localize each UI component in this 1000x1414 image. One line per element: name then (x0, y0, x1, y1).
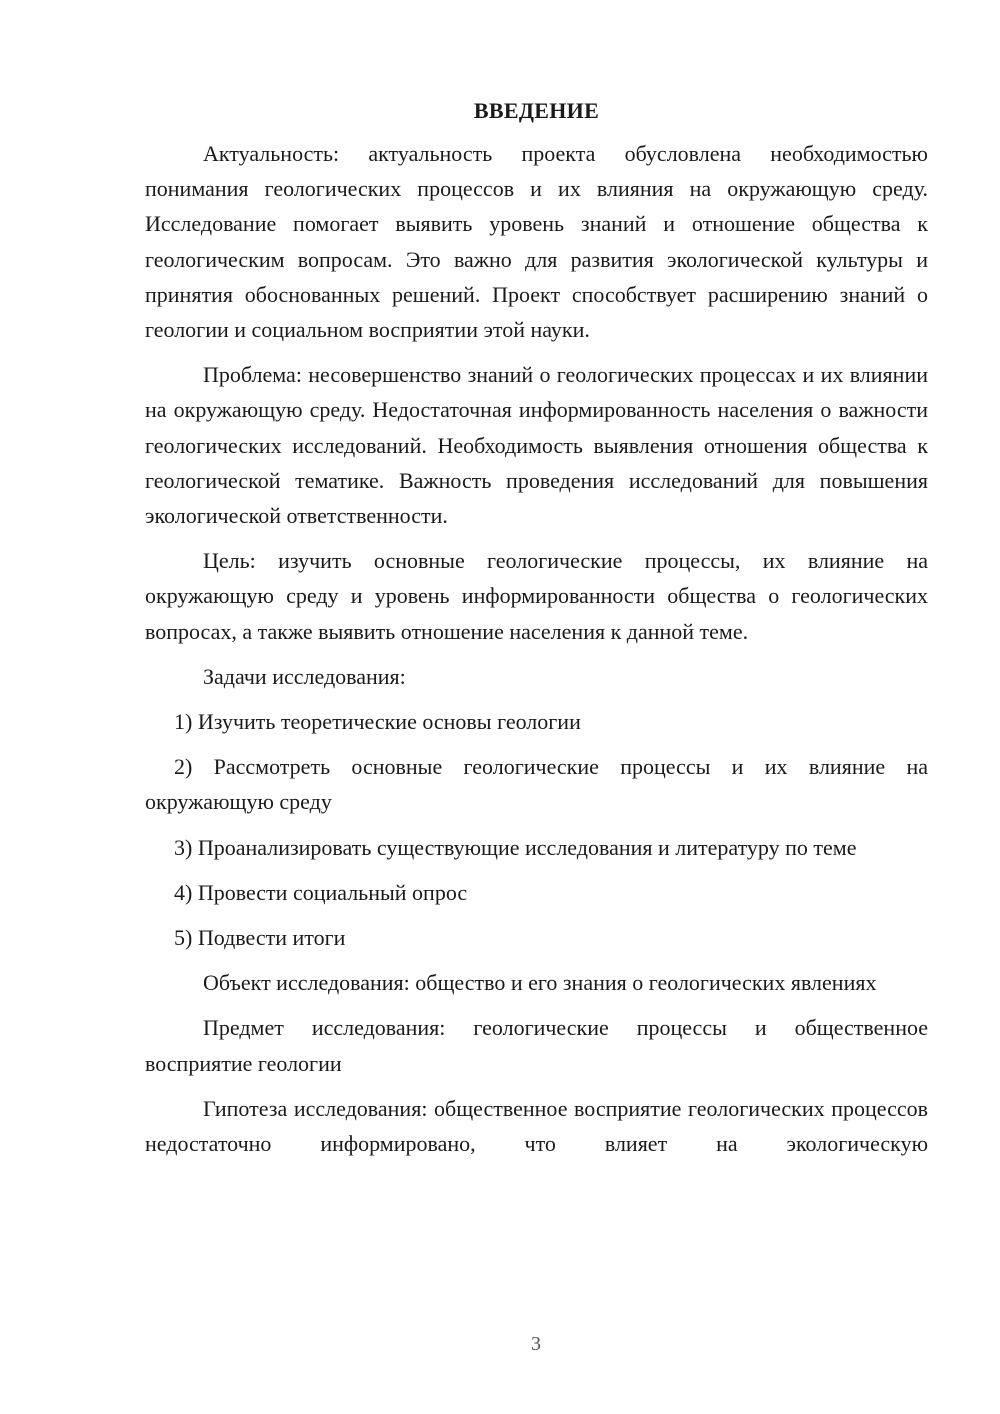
task-item-2: 2) Рассмотреть основные геологические процессы и их влияние на окружающую среду (145, 754, 928, 815)
paragraph-problem: Проблема: несовершенство знаний о геологических процессах и их влиянии на окружающую среду. Недостаточная информированность населения о важности геологических исследований. Необходимость выявления отношения общества к геологической тематике. Важность проведения исследований для повышения экологической ответственности. (145, 362, 928, 529)
paragraph-subject: Предмет исследования: геологические процессы и общественное восприятие геологии (145, 1015, 928, 1076)
paragraph-object: Объект исследования: общество и его знания о геологических явлениях (203, 970, 877, 996)
page-number: 3 (531, 1333, 541, 1355)
section-heading: ВВЕДЕНИЕ (473, 98, 600, 123)
paragraph-tasks-intro: Задачи исследования: (203, 663, 406, 689)
task-item-1: 1) Изучить теоретические основы геологии (174, 709, 581, 735)
task-item-5: 5) Подвести итоги (174, 925, 346, 951)
paragraph-relevance: Актуальность: актуальность проекта обусловлена необходимостью понимания геологических процессов и их влияния на окружающую среду. Исследование помогает выявить уровень знаний и отношение общества к геологическим вопросам. Это важно для развития экологической культуры и принятия обоснованных решений. Проект способствует расширению знаний о геологии и социальном восприятии этой науки. (145, 141, 928, 343)
task-item-3: 3) Проанализировать существующие исследования и литературу по теме (174, 834, 857, 860)
page-content (145, 96, 928, 1171)
paragraph-goal: Цель: изучить основные геологические процессы, их влияние на окружающую среду и уровень информированности общества о геологических вопросах, а также выявить отношение населения к данной теме. (145, 548, 928, 644)
task-item-4: 4) Провести социальный опрос (174, 879, 468, 905)
paragraph-hypothesis: Гипотеза исследования: общественное восприятие геологических процессов недостаточно информировано, что влияет на экологическую (145, 1095, 928, 1157)
